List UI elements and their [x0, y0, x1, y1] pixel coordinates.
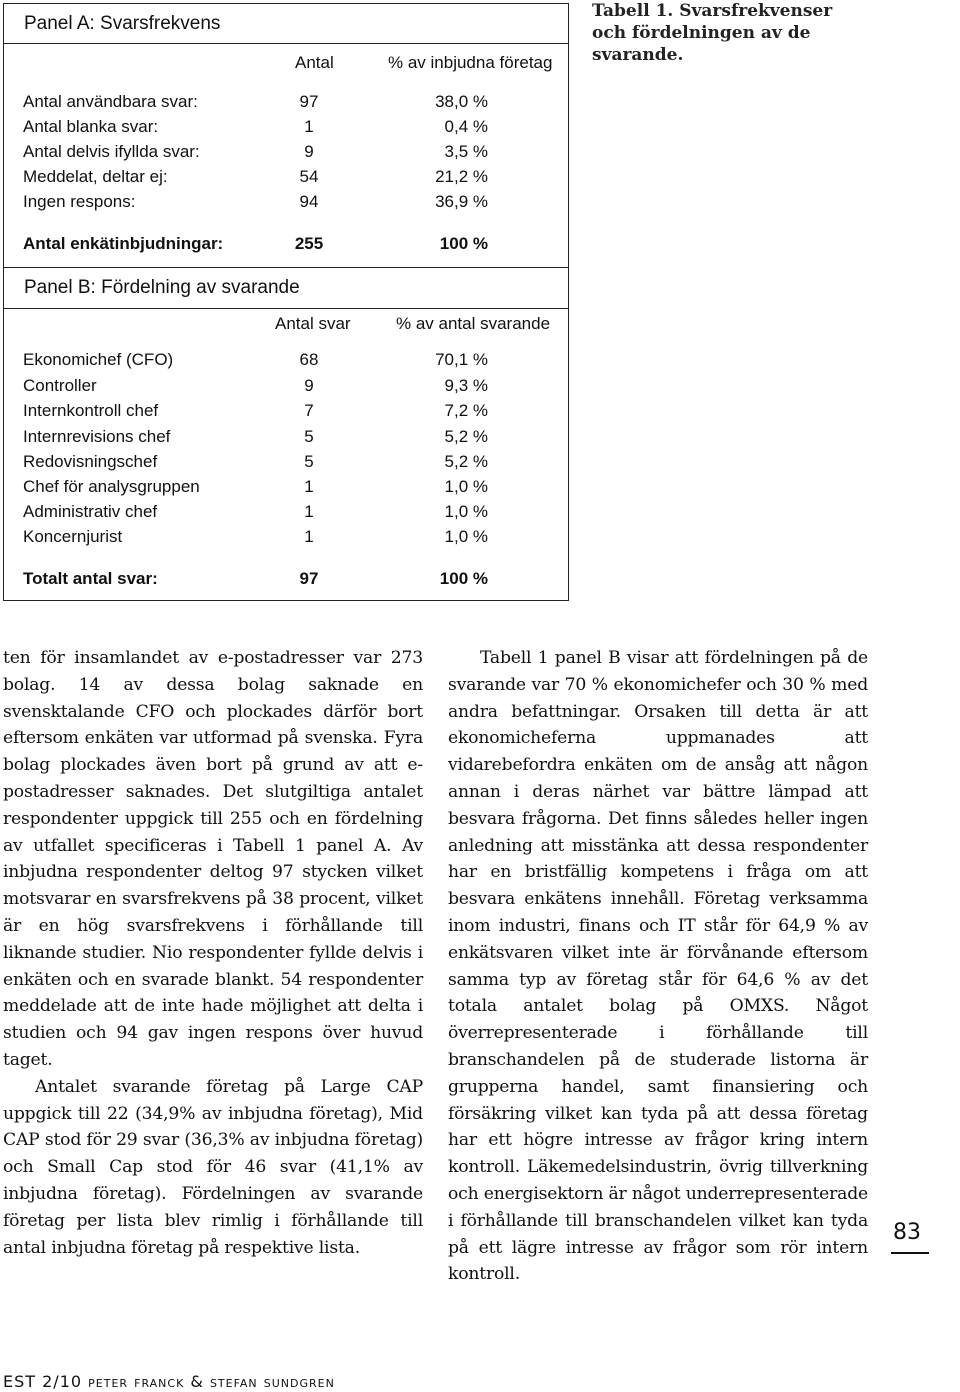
row-label: Redovisningschef: [23, 452, 158, 471]
row-count: 68: [299, 350, 319, 369]
row-count: 94: [299, 192, 319, 211]
row-pct: 38,0 %: [435, 92, 488, 111]
total-pct: 100 %: [439, 234, 488, 253]
row-pct: 36,9 %: [435, 192, 488, 211]
row-count: 1: [304, 502, 314, 521]
row-pct: 1,0 %: [444, 502, 488, 521]
row-pct: 5,2 %: [444, 427, 488, 446]
row-label: Chef för analysgruppen: [23, 477, 200, 496]
panel-b-row: [4, 374, 568, 398]
row-pct: 3,5 %: [444, 142, 488, 161]
page-number: 83: [893, 1220, 921, 1245]
panel-b-row: [4, 348, 568, 372]
panel-b-row: [4, 475, 568, 499]
row-count: 5: [304, 427, 314, 446]
table-1: [3, 3, 569, 601]
panel-b-row: [4, 425, 568, 449]
row-label: Internkontroll chef: [23, 401, 159, 420]
panel-a-row: [4, 90, 568, 114]
panel-a-row: [4, 140, 568, 164]
total-count: 255: [294, 234, 324, 253]
table-caption: Tabell 1. Svarsfrekvenser och fördelningen av de svarande.: [592, 1, 833, 65]
row-label: Antal användbara svar:: [23, 92, 198, 111]
row-label: Administrativ chef: [23, 502, 158, 521]
row-pct: 70,1 %: [435, 350, 488, 369]
paragraph: Tabell 1 panel B visar att fördelningen på de svarande var 70 % ekonomichefer och 30 % med andra befattningar. Orsaken till detta är att ekonomicheferna uppmanades att vidarebefordra enkäten om de ansåg att någon annan i deras närhet var bättre lämpad att besvara frågorna. Det finns således heller ingen anledning att misstänka att dessa respondenter har en bristfällig kompetens i fråga om att besvara enkätens innehåll. Företag verksamma inom industri, finans och IT står för 64,9 % av enkätsvaren vilket inte är förvånande eftersom samma typ av företag står för 64,6 % av det totala antalet bolag på OMXS. Något överrepresenterade i förhållande till branschandelen på de studerade listorna är grupperna handel, samt finansiering och försäkring vilket kan tyda på att dessa företag har ett högre intresse av frågor kring intern kontroll. Läkemedelsindustrin, övrig tillverkning och energisektorn är något underrepresenterade i förhållande till branschandelen vilket kan tyda på ett lägre intresse av frågor som rör intern kontroll.: [448, 648, 868, 1285]
panel-a-row: [4, 190, 568, 214]
running-footer: EST 2/10 peter franck & stefan sundgren: [3, 1372, 335, 1391]
panel-b-title: Panel B: Fördelning av svarande: [4, 267, 568, 309]
panel-b-row: [4, 450, 568, 474]
row-pct: 0,4 %: [444, 117, 488, 136]
row-label: Controller: [23, 376, 97, 395]
row-count: 1: [304, 527, 314, 546]
row-pct: 9,3 %: [444, 376, 488, 395]
panel-a-col-count-header: Antal: [295, 53, 334, 72]
panel-b-total-row: [4, 567, 568, 591]
total-label: Antal enkätinbjudningar:: [23, 234, 224, 253]
panel-b-col-pct-header: % av antal svarande: [396, 314, 551, 333]
row-count: 5: [304, 452, 314, 471]
row-count: 97: [299, 92, 319, 111]
row-count: 9: [304, 376, 314, 395]
panel-b-col-count-header: Antal svar: [275, 314, 351, 333]
page-number-rule: [891, 1252, 929, 1254]
row-count: 54: [299, 167, 319, 186]
row-label: Meddelat, deltar ej:: [23, 167, 168, 186]
row-pct: 21,2 %: [435, 167, 488, 186]
panel-a-total-row: [4, 232, 568, 256]
total-count: 97: [299, 569, 319, 588]
row-label: Internrevisions chef: [23, 427, 171, 446]
panel-b-row: [4, 525, 568, 549]
row-label: Ekonomichef (CFO): [23, 350, 174, 369]
paragraph: ten för insamlandet av e-postadresser var 273 bolag. 14 av dessa bolag saknade en svensktalande CFO och plockades därför bort eftersom enkäten var utformad på svenska. Fyra bolag plockades även bort på grund av att e-postadresser saknades. Det slutgiltiga antalet respondenter uppgick till 255 och en fördelning av utfallet specificeras i Tabell 1 panel A. Av inbjudna respondenter deltog 97 stycken vilket motsvarar en svarsfrekvens på 38 procent, vilket är en hög svarsfrekvens i förhållande till liknande studier. Nio respondenter fyllde delvis i enkäten och en svarade blankt. 54 respondenter meddelade att de inte hade möjlighet att delta i studien och 94 gav ingen respons över huvud taget.: [3, 648, 423, 1070]
panel-b-row: [4, 500, 568, 524]
panel-a-row: [4, 115, 568, 139]
row-count: 1: [304, 477, 314, 496]
row-label: Ingen respons:: [23, 192, 136, 211]
row-pct: 7,2 %: [444, 401, 488, 420]
panel-a-title: Panel A: Svarsfrekvens: [4, 4, 568, 44]
row-count: 9: [304, 142, 314, 161]
row-label: Antal delvis ifyllda svar:: [23, 142, 200, 161]
row-pct: 1,0 %: [444, 527, 488, 546]
total-pct: 100 %: [439, 569, 488, 588]
row-label: Koncernjurist: [23, 527, 123, 546]
row-pct: 5,2 %: [444, 452, 488, 471]
panel-a-row: [4, 165, 568, 189]
paragraph: Antalet svarande företag på Large CAP uppgick till 22 (34,9% av inbjudna företag), Mid CAP stod för 29 svar (36,3% av inbjudna företag) och Small Cap stod för 46 svar (41,1% av inbjudna företag). Fördelningen av svarande företag per lista blev rimlig i förhållande till antal inbjudna företag på respektive lista.: [3, 1076, 423, 1258]
left-text-column: [3, 645, 423, 1261]
panel-b-row: [4, 399, 568, 423]
right-text-column: [448, 645, 868, 1288]
row-label: Antal blanka svar:: [23, 117, 159, 136]
panel-a-col-pct-header: % av inbjudna företag: [388, 53, 553, 72]
row-count: 7: [304, 401, 314, 420]
row-pct: 1,0 %: [444, 477, 488, 496]
row-count: 1: [304, 117, 314, 136]
total-label: Totalt antal svar:: [23, 569, 158, 588]
